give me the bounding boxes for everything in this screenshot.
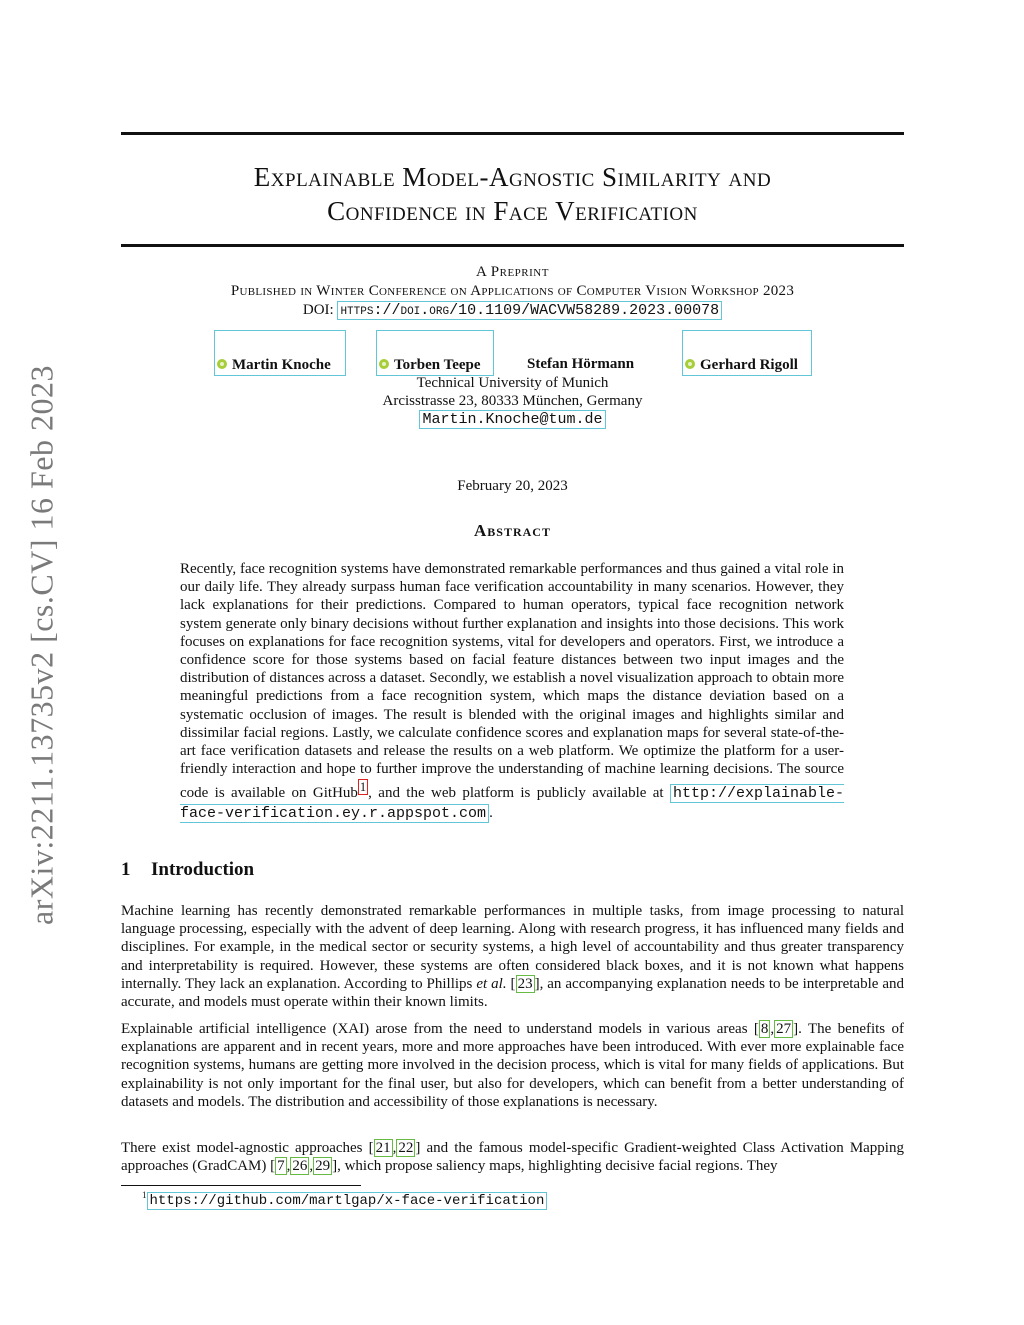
footnote-number: 1 <box>142 1190 147 1200</box>
footnote-rule <box>121 1185 361 1186</box>
published-venue: Published in Winter Conference on Applications of Computer Vision Workshop 2023 <box>230 283 795 299</box>
citation-22[interactable]: 22 <box>398 1140 414 1156</box>
email-line <box>121 411 904 428</box>
section-heading-introduction <box>121 859 254 881</box>
p3-start: There exist model-agnostic approaches [ <box>121 1140 374 1156</box>
doi-label: DOI: <box>302 302 334 318</box>
github-link[interactable]: https://github.com/martlgap/x-face-verification <box>147 1192 548 1210</box>
orcid-icon[interactable] <box>685 359 695 369</box>
p1-text: Machine learning has recently demonstrated remarkable performances in multiple tasks, from image processing to natural language processing, especially with the advent of deep learning. Along with research progress, it has influenced many fields and disciplines. For example, in the medical sector or security systems, a high level of accountability and thus greater transparency and interpretability is required. However, these systems are often considered black boxes, and it is not known what happens internally. They lack an explanation. According to Phillips <box>121 903 904 992</box>
author-torben-teepe[interactable] <box>376 330 494 376</box>
affiliation-address: Arcisstrasse 23, 80333 München, Germany <box>382 393 643 409</box>
doi-link[interactable]: https://doi.org/10.1109/WACVW58289.2023.00078 <box>337 301 722 320</box>
section-title: Introduction <box>151 859 255 880</box>
web-platform-link[interactable]: http://explainable-face-verification.ey.r.appspot.com <box>180 785 844 822</box>
section-number: 1 <box>121 859 131 880</box>
intro-paragraph-3: There exist model-agnostic approaches [ 21 , 22 ] and the famous model-specific Gradient-weighted Class Activation Mapping approaches (GradCAM) [ 7 , 26 , 29 ], which propose saliency maps, highlighting decisive facial regions. They <box>121 1140 904 1175</box>
intro-paragraph-1: Machine learning has recently demonstrated remarkable performances in multiple tasks, from image processing to natural language processing, especially with the advent of deep learning. Along with research progress, it has influenced many fields and disciplines. For example, in the medical sector or security systems, a high level of accountability and thus greater transparency and interpretability is required. However, these systems are often considered black boxes, and it is not known what happens internally. They lack an explanation. According to Phillips et al. [ 23 ], an accompanying explanation needs to be interpretable and accurate, and models must operate within their known limits. <box>121 903 905 1011</box>
doi-scheme: https <box>340 302 374 319</box>
title-line-1: Explainable Model-Agnostic Similarity and <box>253 162 772 192</box>
citation-27[interactable]: 27 <box>776 1021 792 1037</box>
arxiv-side-stamp: arXiv:2211.13735v2 [cs.CV] 16 Feb 2023 <box>23 365 60 925</box>
doi-line <box>121 302 904 319</box>
p1-etal: et al. <box>476 975 507 992</box>
orcid-icon[interactable] <box>379 359 389 369</box>
author-name: Gerhard Rigoll <box>700 357 798 373</box>
paper-date: February 20, 2023 <box>457 478 568 494</box>
abstract-text: Recently, face recognition systems have demonstrated remarkable performances and thus gained a vital role in our daily life. They already surpass human face verification accountability in many scenarios. However, they lack explanations for their predictions. Compared to human operators, typical face recognition network system generate only binary decisions without further explanation and insights into those decisions. This work focuses on explanations for face recognition systems, vital for developers and operators. First, we introduce a confidence score for those systems based on facial feature distances between two input images and the distribution of distances across a dataset. Secondly, we establish a novel visualization approach to obtain more meaningful predictions from a face recognition system, which maps the distance deviation based on a systematic occlusion of images. The result is blended with the original images and highlights similar and dissimilar facial regions. Lastly, we calculate confidence scores and explanation maps for several state-of-the-art face verification datasets and release the results on a web platform. We optimize the platform for a user-friendly interaction and hope to further improve the understanding of machine learning decisions. The source code is available on GitHub <box>180 561 844 802</box>
author-name: Martin Knoche <box>232 357 331 373</box>
citation-23[interactable]: 23 <box>517 975 533 992</box>
abstract-continuation: , and the web platform is publicly available at <box>368 785 664 802</box>
author-name: Stefan Hörmann <box>527 356 635 372</box>
title-line-2: Confidence in Face Verification <box>327 196 698 226</box>
orcid-icon[interactable] <box>217 359 227 369</box>
p3-mid: ] and the famous model-specific Gradient-weighted Class Activation Mapping approaches (GradCAM) [ <box>121 1140 904 1175</box>
preprint-label: A Preprint <box>476 264 549 280</box>
abstract-end: . <box>489 804 493 821</box>
p2-end: ]. The benefits of explanations are apparent and in recent years, more and more approaches have been introduced. With ever more explainable face recognition systems, humans are getting more involved in the decision process, which is vital for many fields of applications. But explainability is not only important for the final user, but also for developers, which can benefit from a better understanding of datasets and models. The distribution and accessibility of those explanations is necessary. <box>121 1021 904 1110</box>
citation-29[interactable]: 29 <box>315 1158 331 1175</box>
p2-start: Explainable artificial intelligence (XAI) arose from the need to understand models in various areas [ <box>121 1021 759 1037</box>
abstract-heading: Abstract <box>474 521 551 540</box>
doi-path: /10.1109/WACVW58289.2023.00078 <box>449 302 720 319</box>
abstract-body <box>180 560 844 823</box>
title-rule-top <box>121 132 904 135</box>
p3-end: ], which propose saliency maps, highlighting decisive facial regions. They <box>332 1158 778 1175</box>
citation-8[interactable]: 8 <box>760 1021 769 1037</box>
email-link[interactable]: Martin.Knoche@tum.de <box>419 410 605 429</box>
citation-26[interactable]: 26 <box>292 1158 308 1175</box>
author-stefan-hormann <box>525 356 636 373</box>
footnote-mark-link[interactable]: 1 <box>359 780 367 795</box>
citation-21[interactable]: 21 <box>375 1140 391 1156</box>
doi-host: doi.org <box>400 302 450 319</box>
affiliation-institution: Technical University of Munich <box>416 375 609 391</box>
author-name: Torben Teepe <box>394 357 481 373</box>
title-rule-bottom <box>121 244 904 247</box>
author-martin-knoche[interactable] <box>214 330 346 376</box>
citation-7[interactable]: 7 <box>277 1158 285 1175</box>
paper-title <box>121 160 904 228</box>
p1-end: , an accompanying explanation needs to be interpretable and accurate, and models must operate within their known limits. <box>121 975 905 1011</box>
footnote <box>142 1190 547 1209</box>
author-gerhard-rigoll[interactable] <box>682 330 812 376</box>
intro-paragraph-2: Explainable artificial intelligence (XAI) arose from the need to understand models in various areas [ 8 , 27 ]. The benefits of explanations are apparent and in recent years, more and more approaches have been introduced. With ever more explainable face recognition systems, humans are getting more involved in the decision process, which is vital for many fields of applications. But explainability is not only important for the final user, but also for developers, which can benefit from a better understanding of datasets and models. The distribution and accessibility of those explanations is necessary. <box>121 1021 904 1110</box>
